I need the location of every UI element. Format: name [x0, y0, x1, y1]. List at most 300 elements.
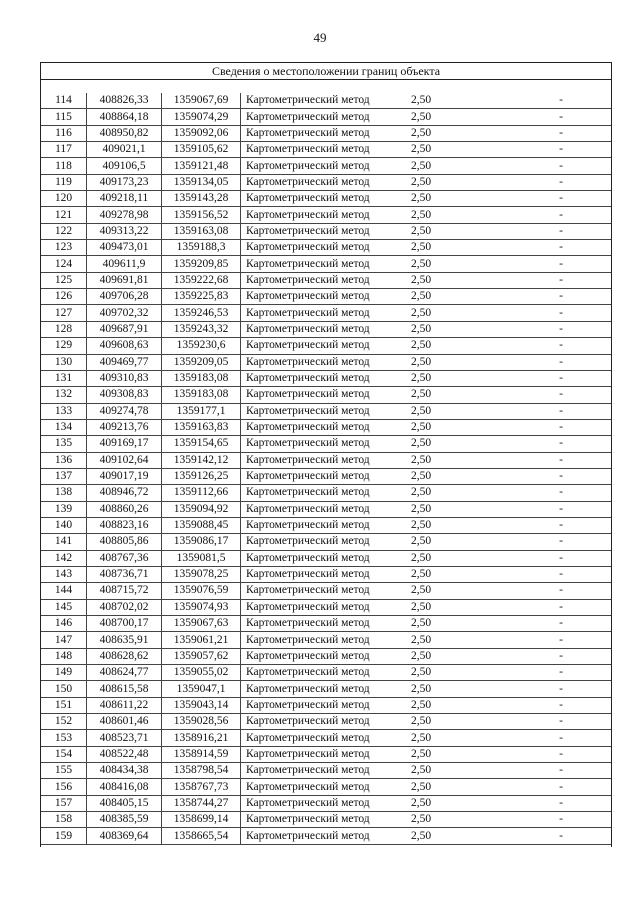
header-spacer: [41, 80, 611, 93]
cell-coord-y: 1359067,69: [162, 93, 241, 109]
cell-coord-x: 409469,77: [87, 354, 162, 370]
cell-coord-x: 408611,22: [87, 697, 162, 713]
cell-point-number: 143: [41, 566, 87, 582]
cell-note-text: -: [559, 192, 563, 205]
cell-method: Картометрический метод: [241, 517, 402, 533]
cell-coord-x: 409608,63: [87, 338, 162, 354]
cell-point-number: 144: [41, 583, 87, 599]
table-row: [41, 599, 611, 615]
cell-note: [441, 632, 611, 648]
cell-point-number: 149: [41, 665, 87, 681]
table-row: [41, 142, 611, 158]
cell-method: Картометрический метод: [241, 125, 402, 141]
cell-accuracy: 2,50: [401, 338, 441, 354]
cell-note-text: -: [559, 747, 563, 760]
cell-accuracy: 2,50: [401, 681, 441, 697]
cell-note: [441, 485, 611, 501]
cell-coord-x: 409308,83: [87, 387, 162, 403]
cell-note: [441, 223, 611, 239]
cell-note: [441, 681, 611, 697]
cell-coord-y: 1359156,52: [162, 207, 241, 223]
cell-point-number: 140: [41, 517, 87, 533]
table-row: [41, 550, 611, 566]
cell-point-number: 137: [41, 468, 87, 484]
cell-coord-y: 1359143,28: [162, 191, 241, 207]
cell-note-text: -: [559, 813, 563, 826]
cell-coord-y: 1359183,08: [162, 387, 241, 403]
cell-coord-x: 409102,64: [87, 452, 162, 468]
table-row: [41, 665, 611, 681]
cell-method: Картометрический метод: [241, 763, 402, 779]
cell-note: [441, 419, 611, 435]
cell-point-number: 116: [41, 125, 87, 141]
cell-coord-y: 1358665,54: [162, 828, 241, 844]
cell-coord-y: 1359043,14: [162, 697, 241, 713]
table-row: [41, 436, 611, 452]
cell-point-number: 136: [41, 452, 87, 468]
cell-coord-y: 1358798,54: [162, 763, 241, 779]
cell-coord-x: 408522,48: [87, 746, 162, 762]
cell-coord-y: 1358699,14: [162, 812, 241, 828]
table-row: [41, 174, 611, 190]
cell-note-text: -: [559, 780, 563, 793]
cell-accuracy: 2,50: [401, 240, 441, 256]
cell-method: Картометрический метод: [241, 387, 402, 403]
cell-coord-x: 409218,11: [87, 191, 162, 207]
cell-method: Картометрический метод: [241, 207, 402, 223]
cell-point-number: 139: [41, 501, 87, 517]
cell-coord-x: 409310,83: [87, 370, 162, 386]
cell-accuracy: 2,50: [401, 109, 441, 125]
cell-coord-x: 408860,26: [87, 501, 162, 517]
cell-method: Картометрический метод: [241, 501, 402, 517]
cell-accuracy: 2,50: [401, 142, 441, 158]
cell-coord-x: 409691,81: [87, 272, 162, 288]
cell-coord-x: 408823,16: [87, 517, 162, 533]
cell-coord-x: 409687,91: [87, 321, 162, 337]
cell-method: Картометрический метод: [241, 93, 402, 109]
cell-method: Картометрический метод: [241, 534, 402, 550]
cell-point-number: 123: [41, 240, 87, 256]
cell-note-text: -: [559, 764, 563, 777]
table-row: [41, 616, 611, 632]
cell-accuracy: 2,50: [401, 93, 441, 109]
table-row: [41, 272, 611, 288]
cell-note-text: -: [559, 241, 563, 254]
cell-coord-x: 408864,18: [87, 109, 162, 125]
cell-note-text: -: [559, 208, 563, 221]
cell-note-text: -: [559, 486, 563, 499]
cell-note-text: -: [559, 290, 563, 303]
cell-coord-x: 408416,08: [87, 779, 162, 795]
cell-note-text: -: [559, 568, 563, 581]
cell-coord-x: 408601,46: [87, 714, 162, 730]
cell-coord-y: 1359067,63: [162, 616, 241, 632]
cell-coord-x: 408405,15: [87, 795, 162, 811]
cell-note-text: -: [559, 306, 563, 319]
cell-coord-y: 1359081,5: [162, 550, 241, 566]
cell-coord-x: 408946,72: [87, 485, 162, 501]
table-row: [41, 240, 611, 256]
cell-point-number: 152: [41, 714, 87, 730]
cell-method: Картометрический метод: [241, 697, 402, 713]
cell-method: Картометрический метод: [241, 354, 402, 370]
cell-coord-x: 409611,9: [87, 256, 162, 272]
cell-coord-x: 409173,23: [87, 174, 162, 190]
cell-point-number: 153: [41, 730, 87, 746]
cell-method: Картометрический метод: [241, 240, 402, 256]
cell-point-number: 125: [41, 272, 87, 288]
table-row: [41, 256, 611, 272]
cell-note: [441, 174, 611, 190]
cell-coord-x: 408385,59: [87, 812, 162, 828]
cell-accuracy: 2,50: [401, 174, 441, 190]
cell-coord-y: 1359246,53: [162, 305, 241, 321]
cell-note-text: -: [559, 715, 563, 728]
cell-note-text: -: [559, 143, 563, 156]
cell-method: Картометрический метод: [241, 142, 402, 158]
table-row: [41, 158, 611, 174]
cell-accuracy: 2,50: [401, 714, 441, 730]
cell-accuracy: 2,50: [401, 665, 441, 681]
cell-point-number: 132: [41, 387, 87, 403]
cell-coord-x: 409017,19: [87, 468, 162, 484]
cell-note-text: -: [559, 110, 563, 123]
cell-coord-y: 1359078,25: [162, 566, 241, 582]
cell-note: [441, 93, 611, 109]
cell-note: [441, 566, 611, 582]
table-row: [41, 534, 611, 550]
cell-note-text: -: [559, 388, 563, 401]
cell-coord-y: 1359230,6: [162, 338, 241, 354]
cell-coord-x: 408635,91: [87, 632, 162, 648]
cell-coord-x: 408628,62: [87, 648, 162, 664]
cell-coord-x: 409473,01: [87, 240, 162, 256]
cell-point-number: 124: [41, 256, 87, 272]
cell-note-text: -: [559, 159, 563, 172]
table-row: [41, 468, 611, 484]
cell-note: [441, 338, 611, 354]
table-row: [41, 207, 611, 223]
coordinates-table-body: [41, 93, 611, 844]
cell-note: [441, 534, 611, 550]
cell-method: Картометрический метод: [241, 158, 402, 174]
cell-coord-y: 1359057,62: [162, 648, 241, 664]
page-number: 49: [313, 30, 327, 45]
cell-coord-y: 1359225,83: [162, 289, 241, 305]
cell-note-text: -: [559, 437, 563, 450]
cell-coord-x: 409106,5: [87, 158, 162, 174]
cell-method: Картометрический метод: [241, 795, 402, 811]
table-row: [41, 354, 611, 370]
cell-note: [441, 354, 611, 370]
table-row: [41, 746, 611, 762]
cell-method: Картометрический метод: [241, 648, 402, 664]
cell-point-number: 133: [41, 403, 87, 419]
cell-note: [441, 468, 611, 484]
table-row: [41, 632, 611, 648]
cell-note: [441, 370, 611, 386]
cell-coord-x: 408950,82: [87, 125, 162, 141]
cell-method: Картометрический метод: [241, 321, 402, 337]
cell-coord-y: 1359142,12: [162, 452, 241, 468]
cell-note: [441, 256, 611, 272]
cell-accuracy: 2,50: [401, 191, 441, 207]
cell-note-text: -: [559, 273, 563, 286]
cell-point-number: 159: [41, 828, 87, 844]
cell-note: [441, 289, 611, 305]
cell-coord-y: 1359209,85: [162, 256, 241, 272]
cell-point-number: 120: [41, 191, 87, 207]
cell-note: [441, 746, 611, 762]
cell-method: Картометрический метод: [241, 338, 402, 354]
cell-note-text: -: [559, 600, 563, 613]
cell-note-text: -: [559, 666, 563, 679]
cell-coord-x: 408702,02: [87, 599, 162, 615]
cell-method: Картометрический метод: [241, 468, 402, 484]
table-row: [41, 125, 611, 141]
cell-note: [441, 387, 611, 403]
cell-accuracy: 2,50: [401, 321, 441, 337]
cell-method: Картометрический метод: [241, 681, 402, 697]
cell-point-number: 118: [41, 158, 87, 174]
table-title: Сведения о местоположении границ объекта: [41, 63, 611, 80]
cell-coord-x: 409278,98: [87, 207, 162, 223]
cell-accuracy: 2,50: [401, 730, 441, 746]
cell-coord-y: 1359183,08: [162, 370, 241, 386]
cell-coord-x: 408715,72: [87, 583, 162, 599]
cell-point-number: 148: [41, 648, 87, 664]
cell-coord-y: 1359088,45: [162, 517, 241, 533]
cell-accuracy: 2,50: [401, 763, 441, 779]
cell-method: Картометрический метод: [241, 223, 402, 239]
cell-point-number: 138: [41, 485, 87, 501]
cell-coord-y: 1359074,93: [162, 599, 241, 615]
cell-coord-y: 1358916,21: [162, 730, 241, 746]
cell-note-text: -: [559, 470, 563, 483]
table-row: [41, 370, 611, 386]
cell-accuracy: 2,50: [401, 387, 441, 403]
cell-accuracy: 2,50: [401, 517, 441, 533]
cell-coord-y: 1359105,62: [162, 142, 241, 158]
cell-note-text: -: [559, 698, 563, 711]
cell-coord-y: 1359076,59: [162, 583, 241, 599]
table-row: [41, 779, 611, 795]
cell-note-text: -: [559, 617, 563, 630]
cell-method: Картометрический метод: [241, 746, 402, 762]
cell-accuracy: 2,50: [401, 305, 441, 321]
cell-note: [441, 272, 611, 288]
cell-method: Картометрический метод: [241, 828, 402, 844]
cell-note-text: -: [559, 731, 563, 744]
cell-note-text: -: [559, 421, 563, 434]
cell-note-text: -: [559, 339, 563, 352]
cell-point-number: 142: [41, 550, 87, 566]
cell-coord-y: 1359134,05: [162, 174, 241, 190]
cell-coord-y: 1359092,06: [162, 125, 241, 141]
cell-note: [441, 714, 611, 730]
cell-accuracy: 2,50: [401, 354, 441, 370]
cell-coord-x: 409021,1: [87, 142, 162, 158]
cell-method: Картометрический метод: [241, 174, 402, 190]
cell-note-text: -: [559, 682, 563, 695]
cell-coord-y: 1359055,02: [162, 665, 241, 681]
cell-point-number: 157: [41, 795, 87, 811]
cell-accuracy: 2,50: [401, 403, 441, 419]
cell-method: Картометрический метод: [241, 305, 402, 321]
cell-note: [441, 550, 611, 566]
cell-point-number: 141: [41, 534, 87, 550]
cell-accuracy: 2,50: [401, 616, 441, 632]
cell-point-number: 130: [41, 354, 87, 370]
cell-note: [441, 795, 611, 811]
cell-note: [441, 616, 611, 632]
cell-method: Картометрический метод: [241, 599, 402, 615]
table-row: [41, 583, 611, 599]
cell-note-text: -: [559, 94, 563, 107]
table-row: [41, 714, 611, 730]
cell-coord-x: 408826,33: [87, 93, 162, 109]
cell-accuracy: 2,50: [401, 272, 441, 288]
cell-note: [441, 191, 611, 207]
cell-accuracy: 2,50: [401, 289, 441, 305]
cell-coord-x: 408700,17: [87, 616, 162, 632]
cell-method: Картометрический метод: [241, 550, 402, 566]
cell-note-text: -: [559, 829, 563, 842]
cell-note-text: -: [559, 584, 563, 597]
cell-coord-y: 1359177,1: [162, 403, 241, 419]
cell-note-text: -: [559, 633, 563, 646]
cell-accuracy: 2,50: [401, 501, 441, 517]
cell-note-text: -: [559, 551, 563, 564]
cell-note: [441, 517, 611, 533]
cell-coord-x: 408767,36: [87, 550, 162, 566]
cell-point-number: 117: [41, 142, 87, 158]
cell-method: Картометрический метод: [241, 191, 402, 207]
cell-coord-x: 409169,17: [87, 436, 162, 452]
cell-method: Картометрический метод: [241, 272, 402, 288]
table-row: [41, 321, 611, 337]
cell-coord-y: 1359121,48: [162, 158, 241, 174]
cell-coord-x: 408805,86: [87, 534, 162, 550]
cell-point-number: 158: [41, 812, 87, 828]
cell-point-number: 122: [41, 223, 87, 239]
cell-point-number: 134: [41, 419, 87, 435]
table-row: [41, 289, 611, 305]
cell-coord-y: 1359209,05: [162, 354, 241, 370]
cell-note-text: -: [559, 453, 563, 466]
cell-note-text: -: [559, 535, 563, 548]
cell-accuracy: 2,50: [401, 158, 441, 174]
cell-point-number: 146: [41, 616, 87, 632]
cell-accuracy: 2,50: [401, 436, 441, 452]
cell-method: Картометрический метод: [241, 370, 402, 386]
cell-coord-y: 1359222,68: [162, 272, 241, 288]
cell-accuracy: 2,50: [401, 828, 441, 844]
cell-note: [441, 207, 611, 223]
cell-note: [441, 697, 611, 713]
table-row: [41, 566, 611, 582]
cell-note: [441, 305, 611, 321]
table-row: [41, 93, 611, 109]
cell-coord-x: 409213,76: [87, 419, 162, 435]
cell-note: [441, 599, 611, 615]
cell-point-number: 151: [41, 697, 87, 713]
cell-point-number: 114: [41, 93, 87, 109]
cell-accuracy: 2,50: [401, 485, 441, 501]
table-row: [41, 387, 611, 403]
cell-coord-y: 1359074,29: [162, 109, 241, 125]
cell-coord-y: 1358914,59: [162, 746, 241, 762]
cell-note-text: -: [559, 519, 563, 532]
cell-coord-x: 409313,22: [87, 223, 162, 239]
cell-note: [441, 501, 611, 517]
cell-accuracy: 2,50: [401, 746, 441, 762]
cell-note-text: -: [559, 224, 563, 237]
cell-note: [441, 779, 611, 795]
cell-method: Картометрический метод: [241, 665, 402, 681]
cell-accuracy: 2,50: [401, 207, 441, 223]
cell-method: Картометрический метод: [241, 109, 402, 125]
cell-method: Картометрический метод: [241, 419, 402, 435]
table-row: [41, 697, 611, 713]
table-row: [41, 223, 611, 239]
cell-method: Картометрический метод: [241, 485, 402, 501]
cell-note-text: -: [559, 796, 563, 809]
cell-coord-y: 1359243,32: [162, 321, 241, 337]
cell-coord-y: 1358767,73: [162, 779, 241, 795]
cell-method: Картометрический метод: [241, 403, 402, 419]
cell-point-number: 155: [41, 763, 87, 779]
cell-coord-x: 408615,58: [87, 681, 162, 697]
cell-coord-x: 408624,77: [87, 665, 162, 681]
cell-accuracy: 2,50: [401, 648, 441, 664]
cell-note: [441, 158, 611, 174]
cell-coord-y: 1359086,17: [162, 534, 241, 550]
cell-coord-x: 408736,71: [87, 566, 162, 582]
cell-note-text: -: [559, 502, 563, 515]
table-row: [41, 452, 611, 468]
cell-method: Картометрический метод: [241, 436, 402, 452]
cell-note: [441, 142, 611, 158]
cell-accuracy: 2,50: [401, 223, 441, 239]
cell-note-text: -: [559, 322, 563, 335]
table-row: [41, 305, 611, 321]
table-row: [41, 795, 611, 811]
cell-note: [441, 812, 611, 828]
cell-method: Картометрический метод: [241, 632, 402, 648]
cell-note: [441, 648, 611, 664]
table-row: [41, 109, 611, 125]
cell-coord-y: 1359163,83: [162, 419, 241, 435]
cell-coord-x: 409706,28: [87, 289, 162, 305]
cell-coord-x: 408369,64: [87, 828, 162, 844]
cell-note: [441, 828, 611, 844]
cell-note-text: -: [559, 126, 563, 139]
table-row: [41, 828, 611, 844]
cell-coord-y: 1359126,25: [162, 468, 241, 484]
cell-note: [441, 763, 611, 779]
cell-coord-x: 408434,38: [87, 763, 162, 779]
cell-method: Картометрический метод: [241, 616, 402, 632]
cell-method: Картометрический метод: [241, 452, 402, 468]
cell-coord-y: 1359163,08: [162, 223, 241, 239]
cell-method: Картометрический метод: [241, 566, 402, 582]
cell-note: [441, 583, 611, 599]
cell-accuracy: 2,50: [401, 632, 441, 648]
cell-coord-y: 1359094,92: [162, 501, 241, 517]
cell-accuracy: 2,50: [401, 795, 441, 811]
